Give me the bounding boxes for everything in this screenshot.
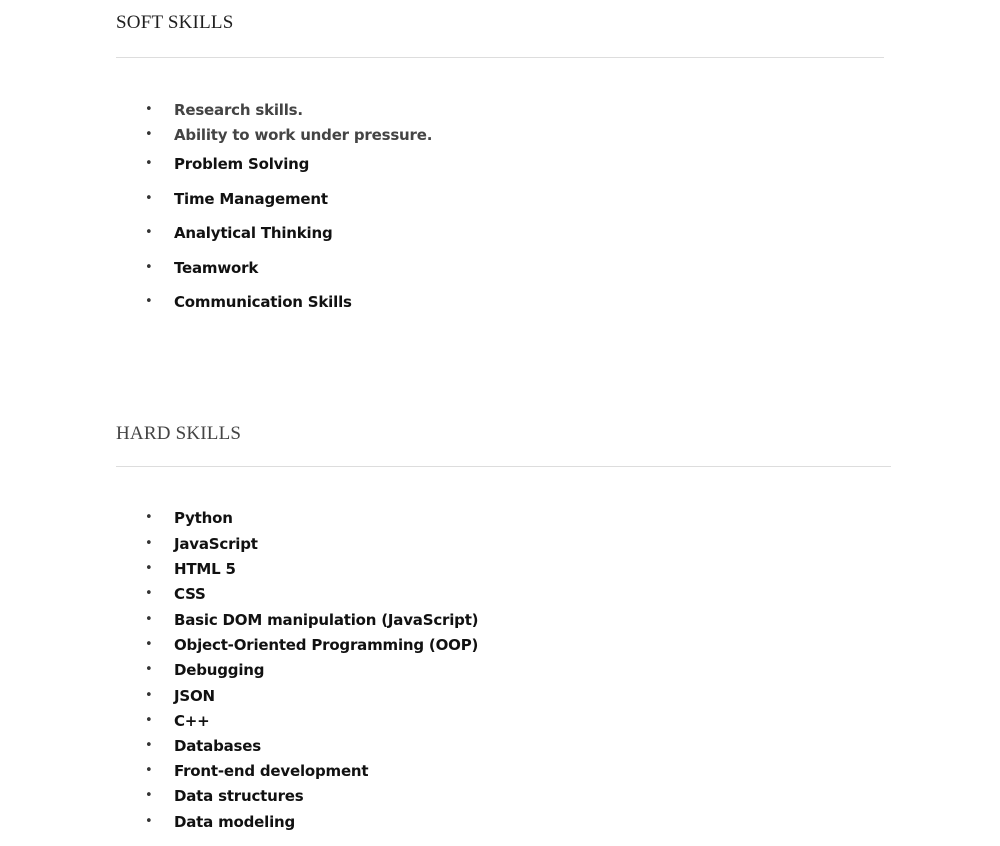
soft-skills-heading: SOFT SKILLS: [116, 12, 234, 33]
skill-label: CSS: [174, 585, 206, 603]
bullet-icon: •: [145, 561, 153, 576]
bullet-icon: •: [145, 662, 153, 677]
bullet-icon: •: [145, 612, 153, 627]
bullet-icon: •: [145, 294, 153, 309]
skill-label: Debugging: [174, 661, 265, 679]
skill-label: Object-Oriented Programming (OOP): [174, 636, 479, 654]
skill-label: Basic DOM manipulation (JavaScript): [174, 611, 479, 629]
bullet-icon: •: [145, 156, 153, 171]
skill-label: Python: [174, 509, 233, 527]
skill-label: JavaScript: [174, 535, 258, 553]
bullet-icon: •: [145, 738, 153, 753]
bullet-icon: •: [145, 510, 153, 525]
bullet-icon: •: [145, 536, 153, 551]
bullet-icon: •: [145, 688, 153, 703]
soft-skills-divider: [116, 57, 884, 58]
skill-label: Analytical Thinking: [174, 224, 333, 242]
bullet-icon: •: [145, 713, 153, 728]
skill-label: Teamwork: [174, 259, 259, 277]
skill-label: Front-end development: [174, 762, 369, 780]
skill-label: Problem Solving: [174, 155, 310, 173]
skill-label: Ability to work under pressure.: [174, 126, 433, 144]
hard-skills-divider: [116, 466, 891, 467]
bullet-icon: •: [145, 637, 153, 652]
skill-label: Databases: [174, 737, 261, 755]
skill-label: C++: [174, 712, 210, 730]
bullet-icon: •: [145, 814, 153, 829]
bullet-icon: •: [145, 127, 153, 142]
bullet-icon: •: [145, 102, 153, 117]
bullet-icon: •: [145, 788, 153, 803]
skill-label: Data modeling: [174, 813, 296, 831]
bullet-icon: •: [145, 225, 153, 240]
skill-label: HTML 5: [174, 560, 236, 578]
bullet-icon: •: [145, 191, 153, 206]
skill-label: Time Management: [174, 190, 328, 208]
bullet-icon: •: [145, 260, 153, 275]
skill-label: Communication Skills: [174, 293, 352, 311]
skill-label: JSON: [174, 687, 215, 705]
skill-label: Research skills.: [174, 101, 303, 119]
hard-skills-heading: HARD SKILLS: [116, 423, 242, 444]
skill-label: Data structures: [174, 787, 304, 805]
bullet-icon: •: [145, 586, 153, 601]
bullet-icon: •: [145, 763, 153, 778]
